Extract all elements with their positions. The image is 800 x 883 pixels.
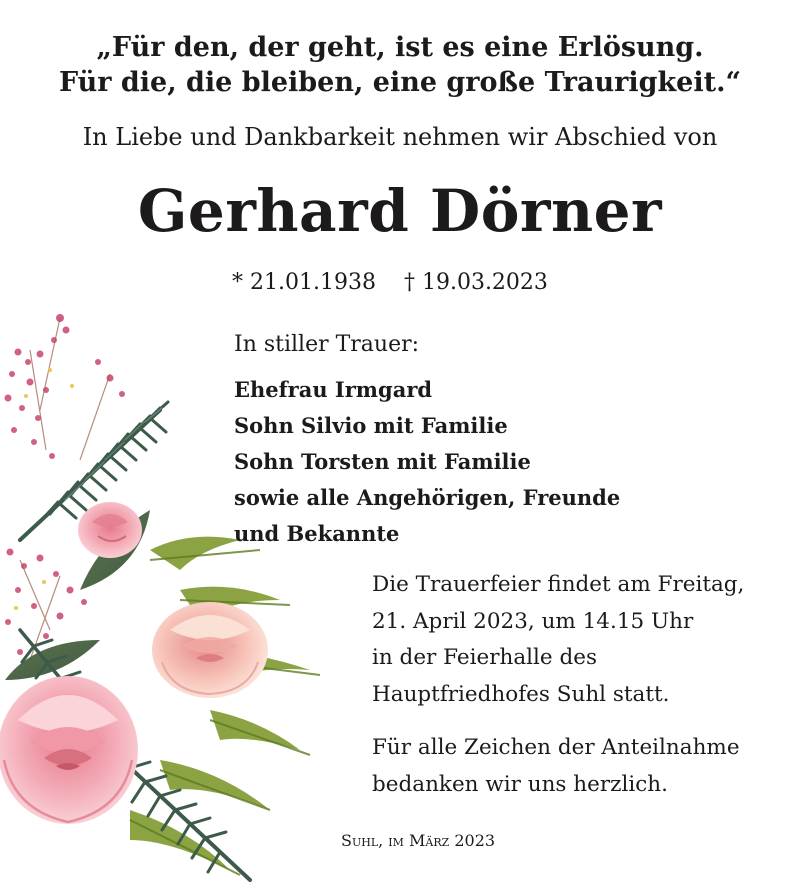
list-item: Sohn Torsten mit Familie xyxy=(234,449,531,474)
deceased-name: Gerhard Dörner xyxy=(137,177,663,245)
service-line: Die Trauerfeier findet am Freitag, xyxy=(372,572,745,597)
list-item: und Bekannte xyxy=(234,521,400,546)
thanks-line: bedanken wir uns herzlich. xyxy=(372,771,668,797)
thanks-text xyxy=(372,730,740,803)
birth-date: * 21.01.1938 xyxy=(232,270,376,295)
list-item: Sohn Silvio mit Familie xyxy=(234,413,508,438)
quote xyxy=(0,30,800,100)
life-dates xyxy=(232,268,548,298)
intro-text: In Liebe und Dankbarkeit nehmen wir Abschied von xyxy=(82,123,718,151)
service-line: Hauptfriedhofes Suhl statt. xyxy=(372,681,670,707)
service-line: in der Feierhalle des xyxy=(372,645,597,670)
quote-line: Für die, die bleiben, eine große Traurigkeit.“ xyxy=(58,67,742,98)
place-date: Suhl, im März 2023 xyxy=(341,831,496,850)
thanks-line: Für alle Zeichen der Anteilnahme xyxy=(372,735,740,760)
death-date: † 19.03.2023 xyxy=(403,270,548,295)
list-item: sowie alle Angehörigen, Freunde xyxy=(234,485,621,510)
service-line: 21. April 2023, um 14.15 Uhr xyxy=(372,608,694,634)
quote-line: „Für den, der geht, ist es eine Erlösung. xyxy=(96,32,704,63)
mourners-label: In stiller Trauer: xyxy=(234,332,420,357)
list-item: Ehefrau Irmgard xyxy=(234,377,433,402)
service-info xyxy=(372,567,744,713)
mourners-list xyxy=(234,372,620,552)
